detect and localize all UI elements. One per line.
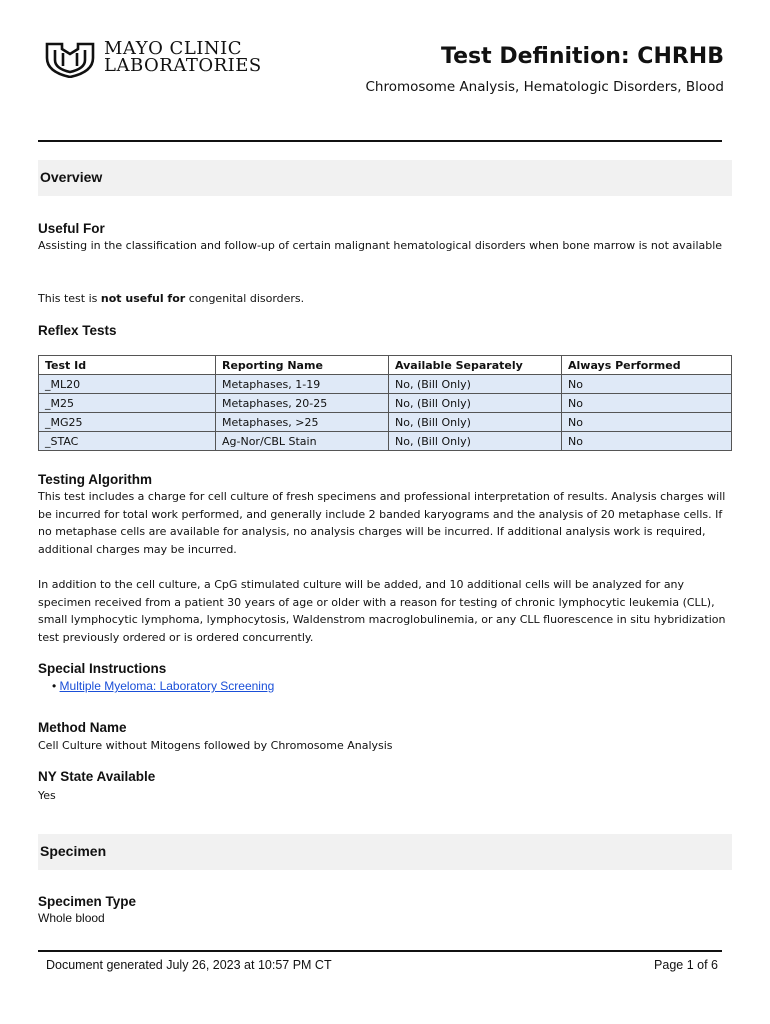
method-name-heading: Method Name [38, 720, 127, 735]
testing-algorithm-para-1: This test includes a charge for cell culture of fresh specimens and professional interpretation of results. Analysis charges will be incurred for total work performed, and generally include 2 banded karyograms and the analysis of 20 metaphase cells. If no metaphase cells are available for analysis, no analysis charges will be incurred. If additional analysis work is required, additional charges may be incurred. [38, 490, 726, 557]
testing-algorithm-para-2: In addition to the cell culture, a CpG stimulated culture will be added, and 10 additional cells will be analyzed for any specimen received from a patient 30 years of age or older with a reason for testing of chronic lymphocytic leukemia (CLL), small lymphocytic lymphoma, lymphocytosis, Waldenstrom macroglobulinemia, or any CLL fluorescence in situ hybridization test previously ordered or is ordered concurrently. [38, 578, 726, 645]
table-cell: _M25 [39, 394, 216, 413]
table-header-row [39, 356, 732, 375]
logo-line-1: MAYO CLINIC [104, 38, 243, 59]
document-generated-text: Document generated July 26, 2023 at 10:57 PM CT [46, 958, 332, 972]
table-cell: No, (Bill Only) [389, 432, 562, 451]
page-title: Test Definition: CHRHB [441, 44, 724, 69]
table-cell: Ag-Nor/CBL Stain [216, 432, 389, 451]
footer-divider [38, 950, 722, 952]
table-cell: No [562, 413, 732, 432]
mayo-clinic-logo [44, 40, 262, 78]
ny-state-heading: NY State Available [38, 769, 156, 784]
table-cell: _MG25 [39, 413, 216, 432]
table-cell: _STAC [39, 432, 216, 451]
table-cell: No, (Bill Only) [389, 394, 562, 413]
useful-for-heading: Useful For [38, 221, 105, 236]
table-cell: _ML20 [39, 375, 216, 394]
ny-state-text: Yes [38, 789, 56, 802]
note-prefix: This test is [38, 292, 101, 305]
specimen-section-bar [38, 834, 732, 870]
specimen-type-heading: Specimen Type [38, 894, 137, 909]
testing-algorithm-heading: Testing Algorithm [38, 472, 152, 487]
column-header: Available Separately [389, 356, 562, 375]
table-cell: No [562, 394, 732, 413]
column-header: Always Performed [562, 356, 732, 375]
note-bold: not useful for [100, 292, 186, 305]
method-name-text: Cell Culture without Mitogens followed by Chromosome Analysis [38, 739, 393, 752]
table-cell: Metaphases, 1-19 [216, 375, 389, 394]
page-number: Page 1 of 6 [654, 958, 718, 972]
useful-for-text: Assisting in the classification and follow-up of certain malignant hematological disorders when bone marrow is not available [38, 239, 723, 252]
table-cell: No, (Bill Only) [389, 375, 562, 394]
table-cell: No, (Bill Only) [389, 413, 562, 432]
table-row [39, 394, 732, 413]
special-instructions-item [52, 679, 274, 693]
specimen-heading: Specimen [40, 843, 107, 859]
table-row [39, 413, 732, 432]
table-cell: No [562, 375, 732, 394]
overview-heading: Overview [40, 169, 103, 185]
table-cell: Metaphases, >25 [216, 413, 389, 432]
mayo-shield-icon [44, 40, 96, 78]
reflex-tests-table [38, 355, 732, 451]
special-instructions-heading: Special Instructions [38, 661, 167, 676]
overview-section-bar [38, 160, 732, 196]
logo-line-2: LABORATORIES [104, 55, 262, 76]
table-cell: Metaphases, 20-25 [216, 394, 389, 413]
table-cell: No [562, 432, 732, 451]
specimen-type-value: Whole blood [38, 911, 105, 925]
header-divider [38, 140, 722, 142]
useful-for-note [38, 290, 728, 308]
column-header: Reporting Name [216, 356, 389, 375]
table-row [39, 375, 732, 394]
column-header: Test Id [39, 356, 216, 375]
page-subtitle: Chromosome Analysis, Hematologic Disorders, Blood [365, 79, 724, 95]
multiple-myeloma-link[interactable]: Multiple Myeloma: Laboratory Screening [59, 679, 275, 693]
table-row [39, 432, 732, 451]
bullet-icon: • [52, 679, 57, 693]
note-suffix: congenital disorders. [185, 292, 305, 305]
reflex-tests-heading: Reflex Tests [38, 323, 117, 338]
